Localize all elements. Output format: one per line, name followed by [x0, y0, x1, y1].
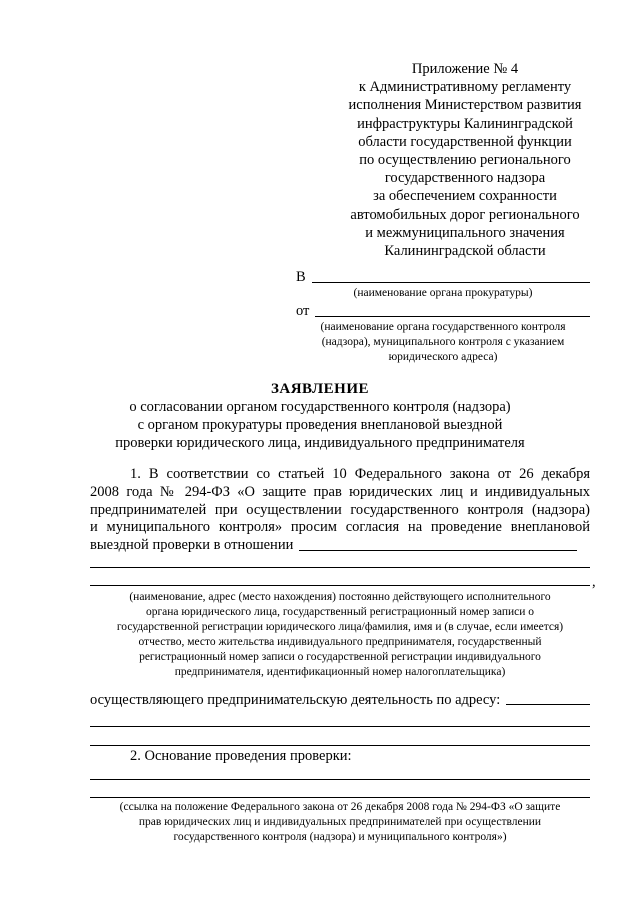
business-address-row — [90, 692, 590, 709]
note-line: (ссылка на положение Федерального закона от 26 декабря 2008 года № 294-ФЗ «О защите — [119, 801, 561, 813]
fill-line[interactable] — [90, 797, 590, 798]
appendix-line: за обеспечением сохранности — [373, 188, 557, 205]
from-caption-line: (надзора), муниципального контроля с указанием — [321, 335, 565, 348]
prosecutor-office-field[interactable] — [312, 281, 590, 283]
paragraph-line: 2008 года № 294-ФЗ «О защите прав юридических лиц и индивидуальных — [90, 483, 590, 500]
note-line: органа юридического лица, государственный регистрационный номер записи о — [145, 606, 535, 618]
note-line: прав юридических лиц и индивидуальных предпринимателей при осуществлении — [138, 816, 542, 828]
addressee-from — [296, 302, 590, 364]
control-body-field[interactable] — [315, 315, 590, 317]
from-prefix: от — [296, 303, 310, 319]
appendix-line: автомобильных дорог регионального — [350, 206, 580, 223]
addressee-to — [296, 268, 590, 301]
appendix-line: области государственной функции — [358, 133, 572, 150]
basis-row — [130, 748, 590, 765]
note-line: отчество, место жительства индивидуального предпринимателя, государственный — [138, 636, 542, 648]
appendix-header — [340, 60, 590, 260]
paragraph-line: 1. В соответствии со статьей 10 Федерального закона от 26 декабря — [130, 466, 590, 482]
paragraph-1 — [90, 466, 590, 555]
law-reference-note — [90, 800, 590, 845]
fill-line[interactable] — [90, 567, 590, 568]
comma: , — [592, 574, 596, 590]
business-address-field[interactable] — [506, 703, 590, 705]
note-line: государственного контроля (надзора) и муниципального контроля») — [173, 831, 507, 843]
document-title — [0, 380, 640, 452]
appendix-line: инфраструктуры Калининградской — [357, 115, 573, 132]
appendix-line: государственного надзора — [384, 170, 546, 187]
title-main: ЗАЯВЛЕНИЕ — [270, 381, 370, 397]
title-sub-line: с органом прокуратуры проведения внеплановой выездной — [137, 417, 503, 433]
note-line: государственной регистрации юридического лица/фамилия, имя и (в случае, если имеется) — [116, 621, 564, 633]
appendix-line: к Административному регламенту — [358, 79, 572, 96]
fill-line[interactable] — [90, 585, 590, 586]
paragraph-line: и муниципального контроля» просим согласия на проведение внеплановой — [90, 519, 590, 536]
from-caption-line: (наименование органа государственного контроля — [320, 321, 566, 333]
fill-line[interactable] — [90, 726, 590, 727]
note-line: регистрационный номер записи о государственной регистрации индивидуального — [139, 651, 541, 663]
title-sub-line: о согласовании органом государственного контроля (надзора) — [129, 399, 511, 415]
from-caption-line: юридического адреса) — [388, 350, 498, 363]
business-address-label: осуществляющего предпринимательскую деятельность по адресу: — [90, 692, 501, 708]
paragraph-last-line: выездной проверки в отношении — [90, 537, 294, 554]
note-line: предпринимателя, идентификационный номер налогоплательщика) — [174, 666, 506, 678]
fill-line[interactable] — [90, 779, 590, 780]
fill-line[interactable] — [90, 745, 590, 746]
entity-note — [90, 590, 590, 680]
appendix-line: исполнения Министерством развития — [348, 97, 582, 114]
appendix-line: Приложение № 4 — [411, 61, 519, 77]
appendix-line: Калининградской области — [384, 243, 546, 260]
basis-label: 2. Основание проведения проверки: — [130, 748, 352, 764]
title-sub-line: проверки юридического лица, индивидуального предпринимателя — [115, 435, 525, 451]
inspected-entity-field[interactable] — [299, 549, 577, 551]
appendix-line: и межмуниципального значения — [365, 224, 565, 241]
to-caption: (наименование органа прокуратуры) — [353, 287, 533, 299]
paragraph-line: предпринимателей при осуществлении государственного контроля (надзора) — [90, 501, 590, 518]
note-line: (наименование, адрес (место нахождения) постоянно действующего исполнительного — [129, 591, 551, 603]
to-prefix: В — [296, 269, 306, 285]
appendix-line: по осуществлению регионального — [359, 152, 571, 169]
